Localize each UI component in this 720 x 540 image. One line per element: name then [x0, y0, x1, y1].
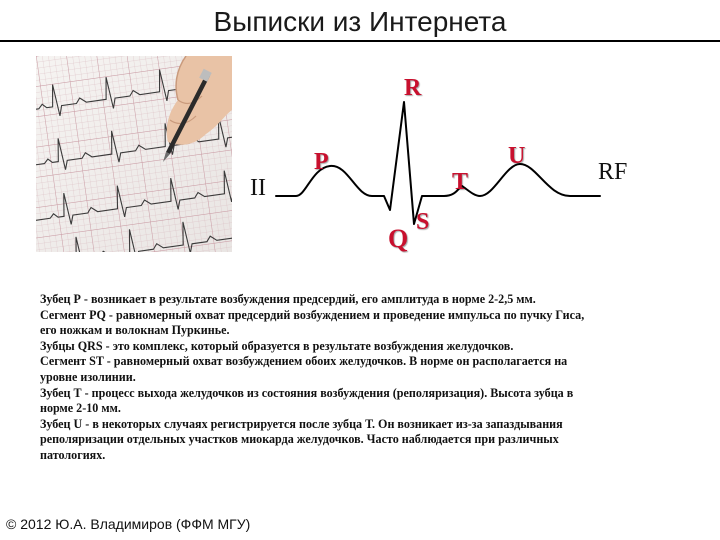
- description-line: реполяризации отдельных участков миокарда желудочков. Часто наблюдается при различных: [40, 432, 559, 447]
- description-line: Зубец Т - процесс выхода желудочков из состояния возбуждения (реполяризация). Высота зубца в: [40, 385, 574, 400]
- copyright-footer: © 2012 Ю.А. Владимиров (ФФМ МГУ): [6, 516, 251, 532]
- description-line: Зубец Р - возникает в результате возбуждения предсердий, его амплитуда в норме 2-2,5 мм.: [40, 292, 536, 306]
- ecg-rf-label: RF: [598, 159, 628, 185]
- description-line: его ножкам и волокнам Пуркинье.: [40, 323, 230, 338]
- description-line: Зубец U - в некоторых случаях регистрируется после зубца Т. Он возникает из-за запаздывания: [40, 416, 563, 431]
- description-line: Зубцы QRS - это комплекс, который образуется в результате возбуждения желудочков.: [40, 338, 514, 353]
- description-line: норме 2-10 мм.: [40, 401, 121, 416]
- ecg-label-q: Q: [388, 224, 409, 253]
- page-title: Выписки из Интернета: [213, 6, 507, 37]
- ecg-label-s: S: [416, 209, 430, 235]
- description-line: Сегмент PQ - равномерный охват предсердий возбуждением и проведение импульса по пучку Гиса,: [40, 307, 585, 322]
- ecg-label-t: T: [452, 169, 469, 195]
- description-line: Сегмент ST - равномерный охват возбуждением обоих желудочков. В норме он располагается на: [40, 354, 568, 369]
- ecg-label-u: U: [508, 143, 526, 169]
- ecg-label-p: P: [314, 149, 329, 175]
- ecg-lead-label: II: [250, 175, 266, 201]
- description-text: [40, 292, 690, 464]
- description-line: уровне изолинии.: [40, 369, 136, 384]
- ecg-label-r: R: [404, 75, 422, 101]
- description-line: патологиях.: [40, 447, 106, 462]
